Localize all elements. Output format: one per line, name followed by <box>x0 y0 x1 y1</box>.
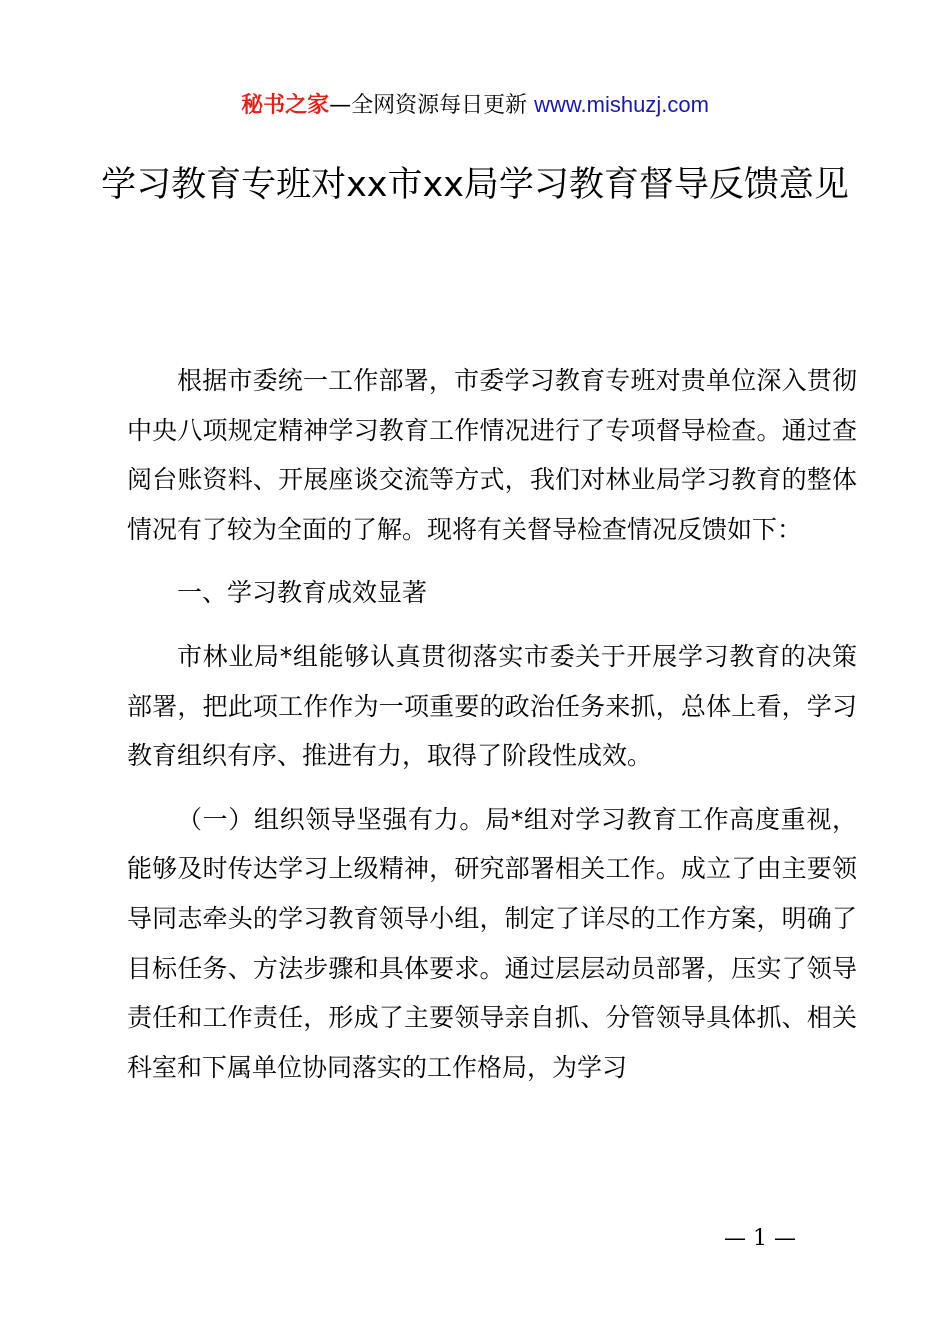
site-url-link[interactable]: www.mishuzj.com <box>534 92 709 117</box>
site-header <box>0 88 950 123</box>
site-tagline: —全网资源每日更新 <box>329 93 535 118</box>
site-brand: 秘书之家 <box>241 93 330 118</box>
body-paragraph: （一）组织领导坚强有力。局*组对学习教育工作高度重视，能够及时传达学习上级精神，研究部署相关工作。成立了由主要领导同志牵头的学习教育领导小组，制定了详尽的工作方案，明确了目标任务、方法步骤和具体要求。通过层层动员部署，压实了领导责任和工作责任，形成了主要领导亲自抓、分管领导具体抓、相关科室和下属单位协同落实的工作格局，为学习 <box>127 804 857 1082</box>
document-title: 学习教育专班对xx市xx局学习教育督导反馈意见 <box>101 165 849 205</box>
section-heading-1: 一、学习教育成效显著 <box>177 578 428 608</box>
page-number: — 1 — <box>724 1226 796 1251</box>
document-body <box>127 356 857 1106</box>
intro-paragraph: 根据市委统一工作部署，市委学习教育专班对贵单位深入贯彻中央八项规定精神学习教育工作情况进行了专项督导检查。通过查阅台账资料、开展座谈交流等方式，我们对林业局学习教育的整体情况有了较为全面的了解。现将有关督导检查情况反馈如下： <box>127 366 857 544</box>
body-paragraph: 市林业局*组能够认真贯彻落实市委关于开展学习教育的决策部署，把此项工作作为一项重要的政治任务来抓，总体上看，学习教育组织有序、推进有力，取得了阶段性成效。 <box>127 641 857 771</box>
